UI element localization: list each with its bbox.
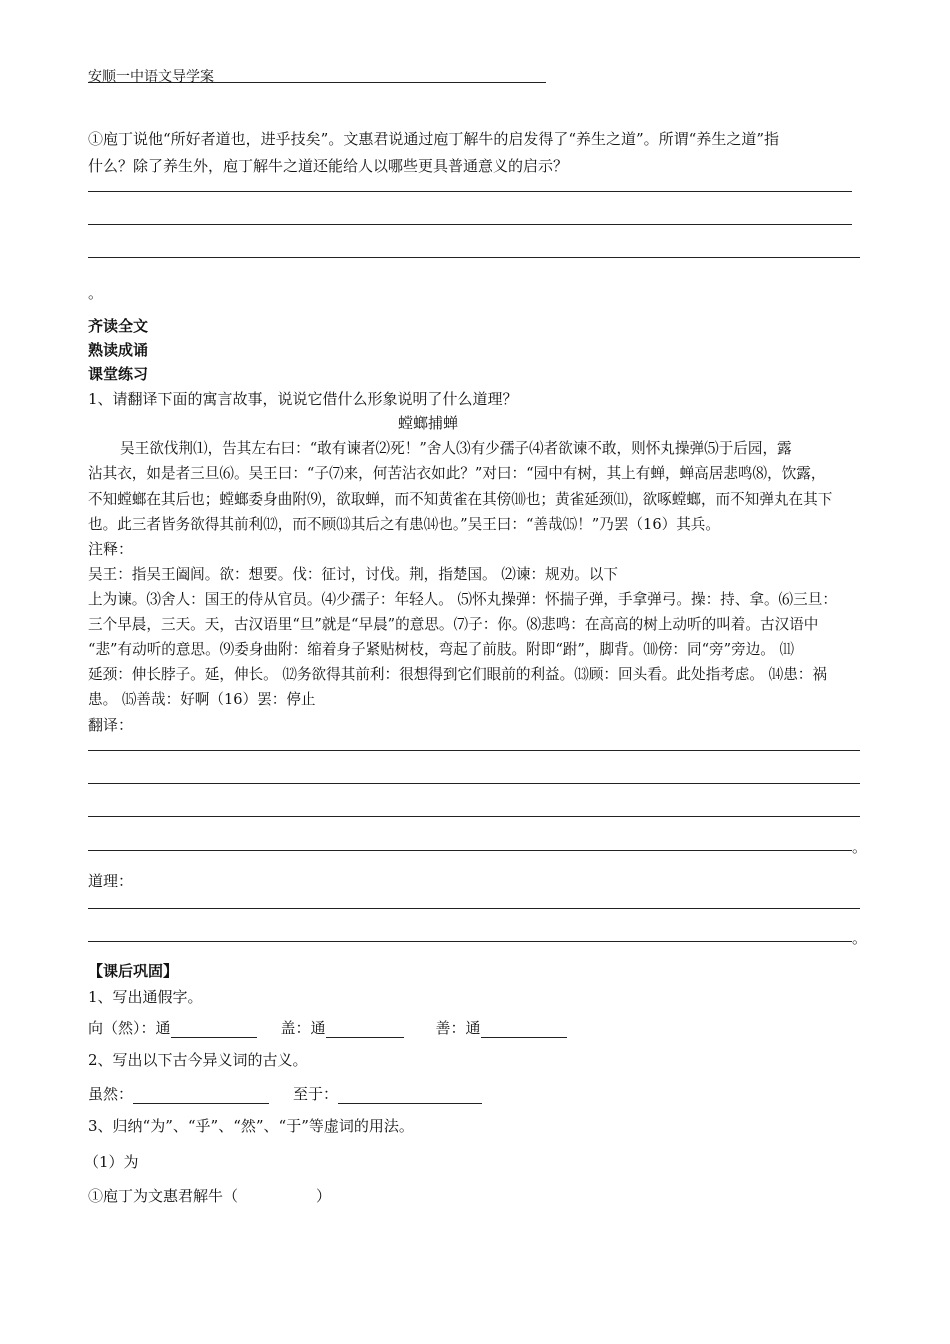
fill-label: 虽然： (88, 1085, 134, 1103)
reason-label: 道理： (88, 872, 134, 890)
end-period: 。 (852, 929, 868, 947)
story-line: 沾其衣，如是者三旦⑹。吴王曰：“子⑺来，何苦沾衣如此？”对曰：“园中有树，其上有蝉，蝉高居悲鸣⑻，饮露， (88, 465, 826, 482)
note-line: 上为谏。⑶舍人：国王的侍从官员。⑷少孺子：年轻人。 ⑸怀丸操弹：怀揣子弹，手拿弹弓。操：持、拿。⑹三旦： (88, 591, 837, 608)
fill-label: 盖：通 (280, 1019, 326, 1037)
q3-item-close: ） (316, 1187, 332, 1205)
answer-line[interactable] (88, 908, 860, 909)
answer-line[interactable] (88, 850, 852, 851)
q1-fill-row (88, 1017, 567, 1038)
q1-line1: ①庖丁说他“所好者道也，进乎技矣”。文惠君说通过庖丁解牛的启发得了“养生之道”。所谓“养生之道”指 (88, 130, 780, 148)
q1-line2: 什么？除了养生外，庖丁解牛之道还能给人以哪些更具普通意义的启示？ (88, 157, 569, 175)
note-line: 三个早晨，三天。天，古汉语里“旦”就是“早晨”的意思。⑺子：你。⑻悲鸣：在高高的树上动听的叫着。古汉语中 (88, 616, 819, 633)
story-line: 也。此三者皆务欲得其前利⑿，而不顾⒀其后之有患⒁也。”吴王曰：“善哉⒂！”乃罢（16）其兵。 (88, 516, 720, 533)
end-period: 。 (852, 838, 868, 856)
answer-line[interactable] (88, 257, 860, 258)
answer-line[interactable] (88, 750, 860, 751)
note-line: 吴王：指吴王阖闾。欲：想要。伐：征讨，讨伐。荆，指楚国。 ⑵谏：规劝。以下 (88, 566, 619, 583)
section-practice: 课堂练习 (88, 365, 149, 383)
fill-blank[interactable] (326, 1021, 404, 1038)
note-line: 患。 ⒂善哉：好啊（16）罢：停止 (88, 691, 316, 708)
translate-label: 翻译： (88, 716, 134, 734)
story-line: 吴王欲伐荆⑴，告其左右曰：“敢有谏者⑵死！”舍人⑶有少孺子⑷者欲谏不敢，则怀丸操弹⑸于后园，露 (120, 440, 792, 457)
answer-line[interactable] (88, 783, 860, 784)
after-class-heading: 【课后巩固】 (88, 962, 179, 980)
note-line: “悲”有动听的意思。⑼委身曲附：缩着身子紧贴树枝，弯起了前肢。附即“跗”，脚背。⑽傍：同“旁”旁边。 ⑾ (88, 641, 795, 658)
fill-blank[interactable] (133, 1087, 269, 1104)
q2-fill-row (88, 1083, 482, 1104)
after-class-q1: 1、写出通假字。 (88, 988, 203, 1006)
section-recite: 熟读成诵 (88, 341, 149, 359)
fill-blank[interactable] (171, 1021, 257, 1038)
answer-line[interactable] (88, 191, 852, 192)
after-class-q3: 3、归纳“为”、“乎”、“然”、“于”等虚词的用法。 (88, 1117, 414, 1135)
section-read-all: 齐读全文 (88, 317, 149, 335)
q3-item-row (88, 1185, 331, 1206)
q3-sub-heading: （1）为 (84, 1153, 139, 1171)
fill-label: 善：通 (435, 1019, 481, 1037)
end-period: 。 (88, 284, 104, 302)
story-line: 不知螳螂在其后也；螳螂委身曲附⑼，欲取蝉，而不知黄雀在其傍⑽也；黄雀延颈⑾，欲啄螳螂，而不知弹丸在其下 (88, 491, 833, 508)
q3-item-text: ①庖丁为文惠君解牛（ (88, 1187, 239, 1205)
fill-label: 至于： (293, 1085, 339, 1103)
note-line: 延颈：伸长脖子。延，伸长。 ⑿务欲得其前利：很想得到它们眼前的利益。⒀顾：回头看。此处指考虑。 ⒁患：祸 (88, 666, 827, 683)
fill-blank[interactable] (481, 1021, 567, 1038)
after-class-q2: 2、写出以下古今异义词的古义。 (88, 1051, 308, 1069)
fill-label: 向（然）：通 (88, 1019, 171, 1037)
fill-blank[interactable] (338, 1087, 482, 1104)
answer-line[interactable] (88, 816, 860, 817)
notes-label: 注释： (88, 540, 134, 558)
answer-line[interactable] (88, 224, 852, 225)
story-title: 螳螂捕蝉 (398, 414, 459, 432)
exercise1-prompt: 1、请翻译下面的寓言故事，说说它借什么形象说明了什么道理？ (88, 390, 518, 408)
page-header: 安顺一中语文导学案 (88, 66, 546, 83)
answer-line[interactable] (88, 941, 852, 942)
